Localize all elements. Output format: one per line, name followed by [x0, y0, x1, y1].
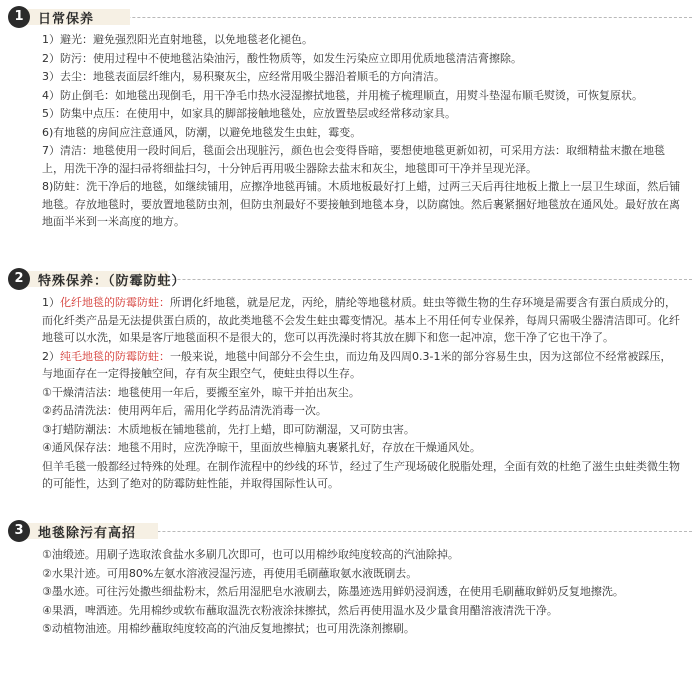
stain-item-oil: ①油缎迹。用刷子选取浓食盐水多刷几次即可，也可以用棉纱取纯度较高的汽油除掉。 — [42, 548, 459, 561]
special-item-ventilate-store: ④通风保存法：地毯不用时，应洗净晾干，里面放些樟脑丸裹紧扎好，存放在干燥通风处。 — [42, 441, 481, 454]
section-title: 地毯除污有高招 — [38, 526, 137, 541]
section-body — [8, 294, 692, 493]
section-title: 特殊保养：（防霉防蛀） — [38, 274, 186, 289]
special-item-wool — [42, 348, 682, 383]
stain-item-grease: ⑤动植物油迹。用棉纱蘸取纯度较高的汽油反复地擦拭；也可用洗涤剂擦刷。 — [42, 622, 415, 635]
item-highlight: 纯毛地毯的防霉防蛀： — [60, 349, 170, 363]
special-item-chemical-wash: ②药品清洗法：使用两年后，需用化学药品清洗消毒一次。 — [42, 404, 327, 417]
section-header — [8, 520, 692, 542]
stain-item-ink: ③墨水迹。可往污处撒些细盐粉末，然后用湿肥皂水液刷去，陈墨迹选用鲜奶浸润透，在使用毛刷蘸取鲜奶反复地擦洗。 — [42, 585, 624, 598]
item-lead: 2） — [42, 349, 60, 363]
section-header — [8, 6, 692, 28]
special-item-dry-clean: ①干燥清洁法：地毯使用一年后，要搬至室外，晾干并拍出灰尘。 — [42, 385, 360, 399]
care-item-cleaning: 7）清洁：地毯使用一段时间后，毯面会出现脏污，颜色也会变得昏暗，要想使地毯更新如初，可采用方法：取细精盐末撒在地毯上，用洗干净的湿扫帚将细盐扫匀，十分钟后再用吸尘器除去盐末和灰尘，地毯即可干净并呈现光泽。 — [42, 144, 665, 175]
stain-item-wine-beer: ④果酒，啤酒迹。先用棉纱或软布蘸取温洗衣粉液涂抹擦拭，然后再使用温水及少量食用醋溶液清洗干净。 — [42, 603, 558, 617]
care-item-avoid-light: 1）避光：避免强烈阳光直射地毯，以免地毯老化褪色。 — [42, 33, 313, 46]
item-lead: 1） — [42, 296, 60, 309]
stain-item-fruit-juice: ②水果汁迹。可用80%左氨水溶液浸湿污迹，再使用毛刷蘸取氨水液既刷去。 — [42, 566, 418, 580]
special-item-synthetic — [42, 294, 682, 347]
section-stain-removal — [8, 520, 692, 638]
care-item-dust: 3）去尘：地毯表面层纤维内，易积聚灰尘，应经常用吸尘器沿着顺毛的方向清洁。 — [42, 70, 445, 83]
care-item-ventilation: 6)有地毯的房间应注意通风，防潮，以避免地毯发生虫蛀，霉变。 — [42, 125, 362, 139]
care-item-anti-stain: 2）防污：使用过程中不使地毯沾染油污，酸性物质等，如发生污染应立即用优质地毯清洁膏擦除。 — [42, 51, 522, 65]
section-daily-care — [8, 6, 692, 231]
section-title: 日常保养 — [38, 12, 95, 27]
care-item-anti-fallen-pile: 4）防止倒毛：如地毯出现倒毛，用干净毛巾热水浸湿擦拭地毯，并用梳子梳理顺直，用熨斗垫湿布顺毛熨烫，可恢复原状。 — [42, 88, 643, 102]
care-item-pressure: 5）防集中点压：在使用中，如家具的脚部接触地毯处，应放置垫层或经常移动家具。 — [42, 107, 456, 120]
special-item-note: 但羊毛毯一般都经过特殊的处理。在制作流程中的纱线的环节，经过了生产现场破化脱脂处理，全面有效的杜绝了滋生虫蛀类微生物的可能性，达到了绝对的防霉防蛀性能，并取得国际性认可。 — [42, 459, 680, 490]
section-number-badge: 1 — [8, 6, 30, 28]
item-text: 所谓化纤地毯，就是尼龙，丙纶，腈纶等地毯材质。蛀虫等微生物的生存环境是需要含有蛋白质成分的，而化纤类产品是无法提供蛋白质的，故此类地毯不会发生蛀虫霉变情况。基本上不用任何专业保养，每周只需吸尘器清洁即可。化纤地毯可以水洗，如果是客厅地毯面积不是很大的，您可以再洗澡时将其放在脚下和您一起冲凉，您干净了它也干净了。 — [42, 296, 680, 344]
item-highlight: 化纤地毯的防霉防蛀： — [60, 296, 170, 309]
section-body — [8, 546, 692, 638]
section-special-care — [8, 268, 692, 493]
care-item-moth-proof: 8)防蛀：洗干净后的地毯，如继续铺用，应擦净地毯再铺。木质地板最好打上蜡，过两三天后再往地板上撒上一层卫生球面，然后铺地毯。存放地毯时，要放置地毯防虫剂，但防虫剂最好不要接触到地毯本身，以防腐蚀。然后裹紧捆好地毯放在通风处。最好放在离地面半米到一米高度的地方。 — [42, 180, 681, 228]
section-number-badge: 2 — [8, 268, 30, 290]
section-header — [8, 268, 692, 290]
item-text: 一般来说，地毯中间部分不会生虫，而边角及四周0.3-1米的部分容易生虫，因为这部位不经常被踩压，与地面存在一定得接触空间，存有灰尘跟空气，使蛀虫得以生存。 — [42, 349, 672, 380]
special-item-wax: ③打蜡防潮法：木质地板在铺地毯前，先打上蜡，即可防潮湿，又可防虫害。 — [42, 422, 415, 436]
section-number-badge: 3 — [8, 520, 30, 542]
section-body — [8, 31, 692, 231]
